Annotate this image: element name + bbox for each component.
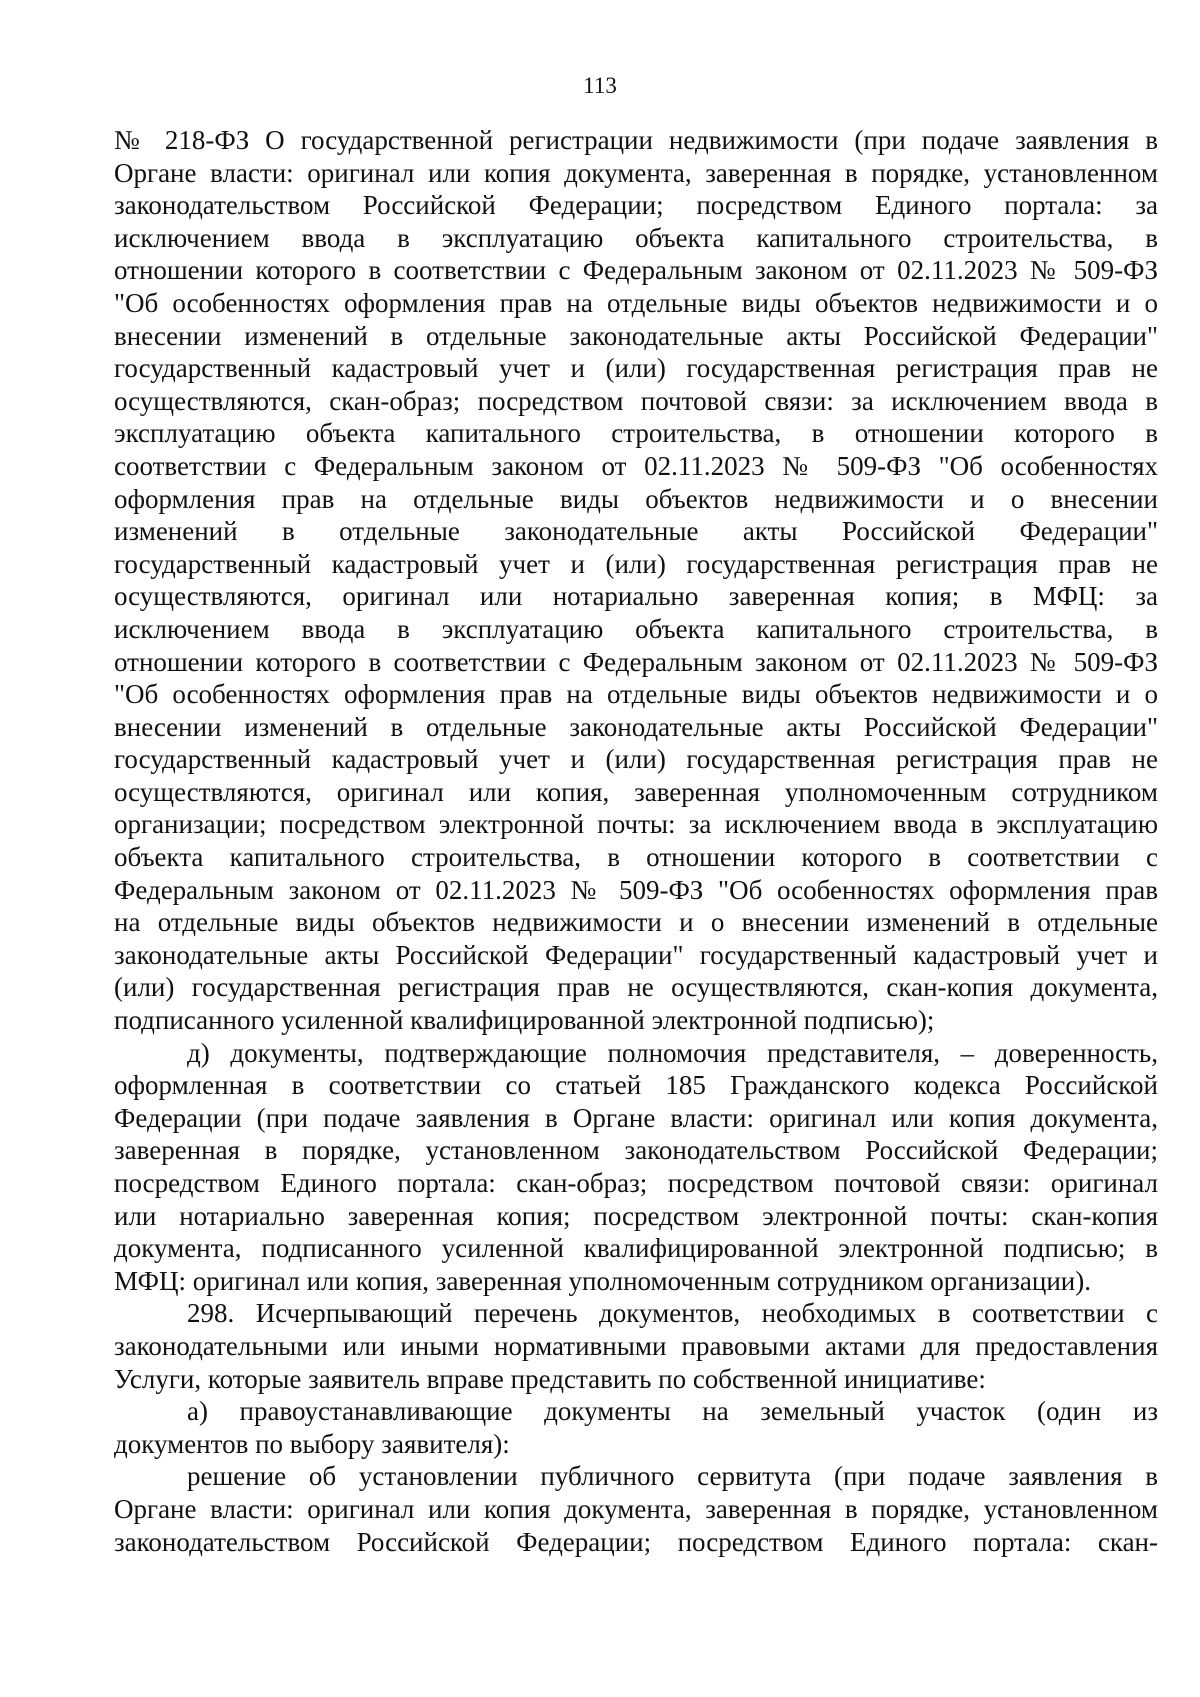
text-line: исключением ввода в эксплуатацию объекта капитального строительства, в xyxy=(114,222,1158,253)
text-line: Услуги, которые заявитель вправе представить по собственной инициативе: xyxy=(114,1363,986,1394)
text-line: объекта капитального строительства, в отношении которого в соответствии с xyxy=(114,842,1158,873)
text-line: заверенная в порядке, установленном законодательством Российской Федерации; xyxy=(114,1135,1158,1166)
text-line: МФЦ: оригинал или копия, заверенная уполномоченным сотрудником организации). xyxy=(114,1265,1091,1296)
page-number: 113 xyxy=(583,73,617,98)
text-line: подписанного усиленной квалифицированной электронной подписью); xyxy=(114,1005,935,1036)
text-line: осуществляются, оригинал или нотариально заверенная копия; в МФЦ: за xyxy=(114,581,1158,612)
text-line: законодательством Российской Федерации; посредством Единого портала: за xyxy=(114,190,1158,221)
text-line: Органе власти: оригинал или копия документа, заверенная в порядке, установленном xyxy=(114,157,1158,188)
text-line: государственный кадастровый учет и (или) государственная регистрация прав не xyxy=(114,744,1158,775)
text-line: Органе власти: оригинал или копия документа, заверенная в порядке, установленном xyxy=(114,1493,1158,1524)
paragraph-p5 xyxy=(114,1460,1158,1558)
text-line: решение об установлении публичного сервитута (при подаче заявления в xyxy=(187,1461,1158,1492)
text-line: "Об особенностях оформления прав на отдельные виды объектов недвижимости и о xyxy=(114,679,1158,710)
text-line: осуществляются, скан-образ; посредством почтовой связи: за исключением ввода в xyxy=(114,385,1158,416)
text-line: законодательством Российской Федерации; посредством Единого портала: скан- xyxy=(114,1526,1158,1557)
paragraph-p3 xyxy=(114,1297,1158,1395)
text-line: или нотариально заверенная копия; посредством электронной почты: скан-копия xyxy=(114,1200,1158,1231)
text-line: документов по выбору заявителя): xyxy=(114,1428,510,1459)
text-line: на отдельные виды объектов недвижимости и о внесении изменений в отдельные xyxy=(114,907,1158,938)
paragraph-p4 xyxy=(114,1395,1158,1460)
text-line: государственный кадастровый учет и (или) государственная регистрация прав не xyxy=(114,353,1158,384)
text-line: 298. Исчерпывающий перечень документов, необходимых в соответствии с xyxy=(187,1298,1158,1329)
text-line: отношении которого в соответствии с Федеральным законом от 02.11.2023 № 509-ФЗ xyxy=(114,255,1158,286)
document-body xyxy=(114,124,1158,1558)
text-line: отношении которого в соответствии с Федеральным законом от 02.11.2023 № 509-ФЗ xyxy=(114,646,1158,677)
text-line: законодательными или иными нормативными правовыми актами для предоставления xyxy=(114,1330,1158,1361)
text-line: Федеральным законом от 02.11.2023 № 509-ФЗ "Об особенностях оформления прав xyxy=(114,874,1158,905)
paragraph-p2 xyxy=(114,1037,1158,1298)
text-line: организации; посредством электронной почты: за исключением ввода в эксплуатацию xyxy=(114,809,1158,840)
text-line: изменений в отдельные законодательные акты Российской Федерации" xyxy=(114,516,1158,547)
text-line: посредством Единого портала: скан-образ; посредством почтовой связи: оригинал xyxy=(114,1168,1158,1198)
text-line: а) правоустанавливающие документы на земельный участок (один из xyxy=(187,1396,1158,1427)
text-line: (или) государственная регистрация прав не осуществляются, скан-копия документа, xyxy=(114,972,1158,1003)
text-line: осуществляются, оригинал или копия, заверенная уполномоченным сотрудником xyxy=(114,776,1158,807)
text-line: государственный кадастровый учет и (или) государственная регистрация прав не xyxy=(114,548,1158,579)
text-line: внесении изменений в отдельные законодательные акты Российской Федерации" xyxy=(114,320,1158,351)
text-line: оформления прав на отдельные виды объектов недвижимости и о внесении xyxy=(114,483,1158,514)
text-line: "Об особенностях оформления прав на отдельные виды объектов недвижимости и о xyxy=(114,287,1158,318)
text-line: документа, подписанного усиленной квалифицированной электронной подписью; в xyxy=(114,1233,1158,1264)
text-line: исключением ввода в эксплуатацию объекта капитального строительства, в xyxy=(114,613,1158,644)
text-line: № 218-ФЗ О государственной регистрации недвижимости (при подаче заявления в xyxy=(114,125,1158,155)
text-line: эксплуатацию объекта капитального строительства, в отношении которого в xyxy=(114,418,1158,449)
text-line: внесении изменений в отдельные законодательные акты Российской Федерации" xyxy=(114,711,1158,742)
text-line: соответствии с Федеральным законом от 02.11.2023 № 509-ФЗ "Об особенностях xyxy=(114,450,1158,481)
text-line: законодательные акты Российской Федерации" государственный кадастровый учет и xyxy=(114,939,1158,970)
paragraph-p1 xyxy=(114,124,1158,1037)
text-line: д) документы, подтверждающие полномочия представителя, – доверенность, xyxy=(187,1037,1158,1068)
text-line: Федерации (при подаче заявления в Органе власти: оригинал или копия документа, xyxy=(114,1102,1158,1133)
text-line: оформленная в соответствии со статьей 185 Гражданского кодекса Российской xyxy=(114,1070,1158,1101)
